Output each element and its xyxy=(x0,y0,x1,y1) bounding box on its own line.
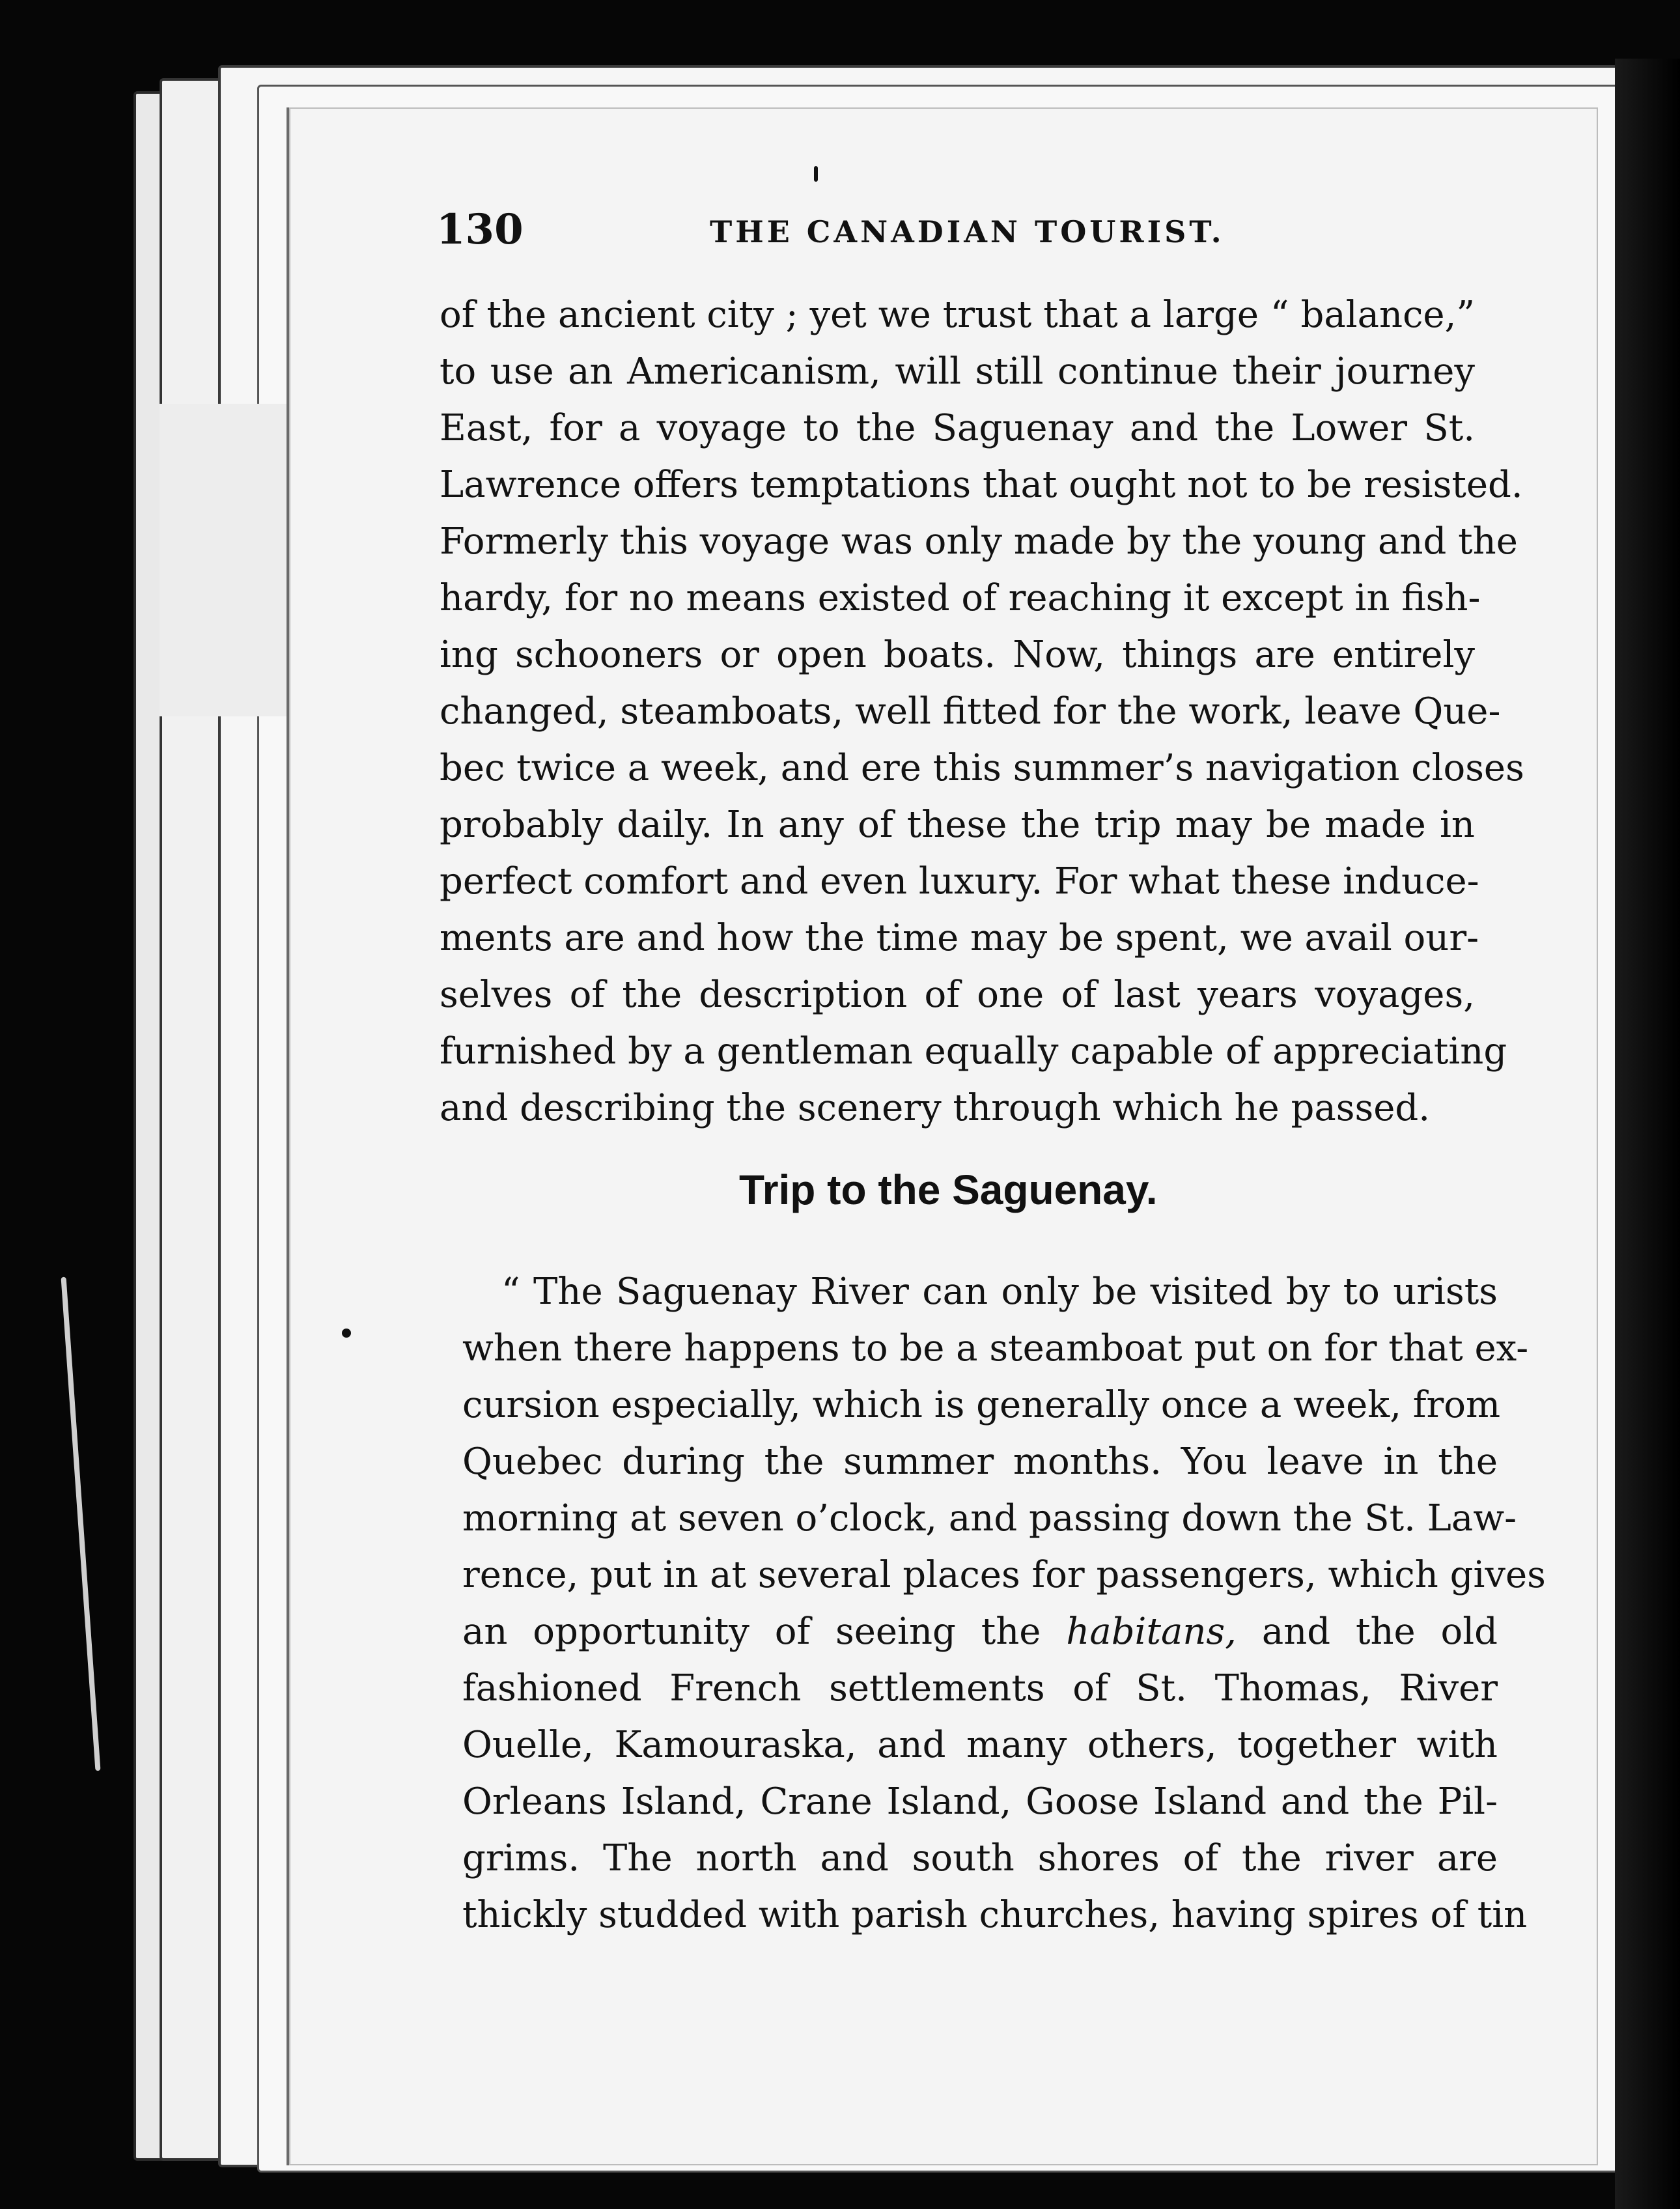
text-line: Ouelle, Kamouraska, and many others, together with xyxy=(462,1724,1498,1766)
torn-page-fragment xyxy=(160,404,292,716)
paragraph-2 xyxy=(462,1263,1546,1943)
text-line: changed, steamboats, well fitted for the work, leave Que- xyxy=(440,690,1501,733)
text-line: hardy, for no means existed of reaching it except in fish- xyxy=(440,577,1481,619)
text-line: East, for a voyage to the Saguenay and the Lower St. xyxy=(440,407,1475,449)
text-line xyxy=(462,1603,1498,1660)
running-title: THE CANADIAN TOURIST. xyxy=(710,214,1225,249)
text-line: fashioned French settlements of St. Thomas, River xyxy=(462,1667,1498,1710)
text-line: Formerly this voyage was only made by the young and the xyxy=(440,520,1518,563)
paragraph-1 xyxy=(440,287,1524,1136)
ink-speck xyxy=(814,166,818,182)
text-line: Orleans Island, Crane Island, Goose Island and the Pil- xyxy=(462,1780,1498,1823)
text-line: furnished by a gentleman equally capable of appreciating xyxy=(440,1030,1507,1073)
section-heading: Trip to the Saguenay. xyxy=(739,1166,1158,1213)
text-run: and the old xyxy=(1236,1611,1498,1653)
text-line: cursion especially, which is generally once a week, from xyxy=(462,1384,1501,1426)
text-line: rence, put in at several places for passengers, which gives xyxy=(462,1554,1546,1596)
text-line: ing schooners or open boats. Now, things are entirely xyxy=(440,634,1475,676)
text-run: an opportunity of seeing the xyxy=(462,1611,1067,1653)
text-line: selves of the description of one of last years voyages, xyxy=(440,974,1475,1016)
text-line: probably daily. In any of these the trip may be made in xyxy=(440,804,1475,846)
text-line: perfect comfort and even luxury. For what these induce- xyxy=(440,860,1479,903)
text-line: to use an Americanism, will still continue their journey xyxy=(440,350,1475,393)
text-line: bec twice a week, and ere this summer’s navigation closes xyxy=(440,747,1524,789)
ink-speck xyxy=(342,1329,351,1338)
scan-scratch xyxy=(61,1277,101,1771)
running-head xyxy=(436,205,1237,257)
text-line: Lawrence offers temptations that ought not to be resisted. xyxy=(440,464,1523,506)
text-line: and describing the scenery through which he passed. xyxy=(440,1087,1430,1129)
section-heading-row xyxy=(0,1166,1680,1231)
text-line: morning at seven o’clock, and passing down the St. Law- xyxy=(462,1497,1517,1540)
italic-word: habitans, xyxy=(1066,1611,1237,1653)
text-line: Quebec during the summer months. You leave in the xyxy=(462,1441,1498,1483)
page-number: 130 xyxy=(436,205,524,254)
text-line: grims. The north and south shores of the river are xyxy=(462,1837,1498,1879)
text-line: of the ancient city ; yet we trust that a large “ balance,” xyxy=(440,294,1475,336)
text-line: ments are and how the time may be spent, we avail our- xyxy=(440,917,1479,959)
scan-shadow xyxy=(1615,59,1680,2209)
text-line: when there happens to be a steamboat put on for that ex- xyxy=(462,1327,1529,1370)
text-line: “ The Saguenay River can only be visited by to urists xyxy=(501,1271,1498,1313)
text-line: thickly studded with parish churches, having spires of tin xyxy=(462,1894,1528,1936)
